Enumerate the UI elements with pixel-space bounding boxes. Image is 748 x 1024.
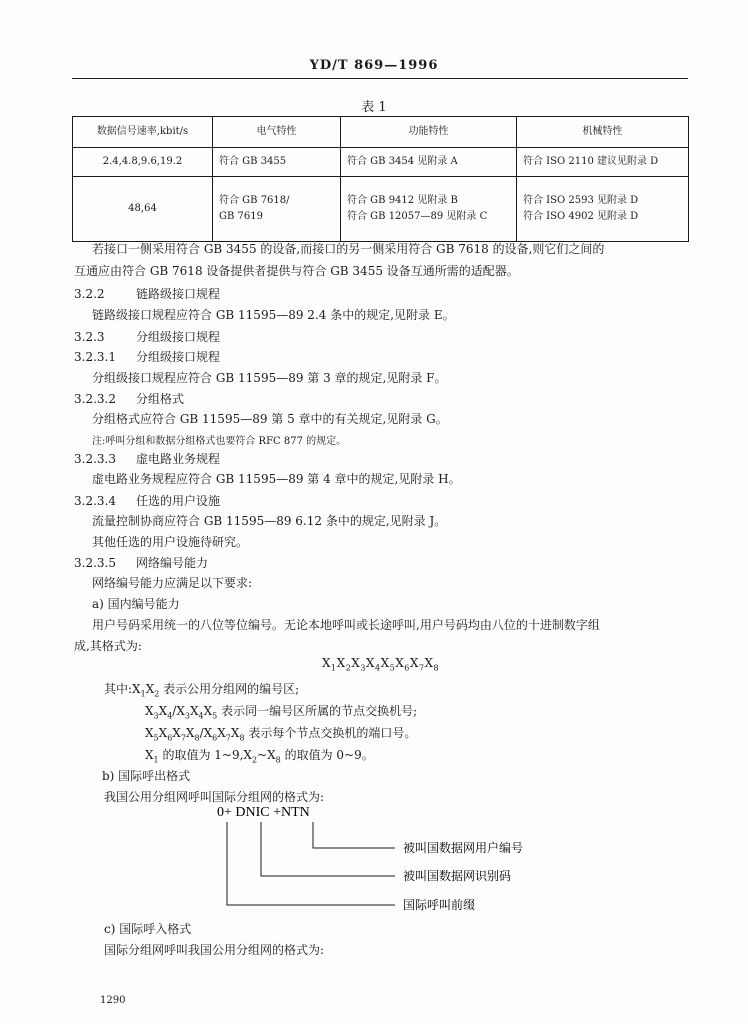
paragraph-line: 虚电路业务规程应符合 GB 11595—89 第 4 章中的规定,见附录 H。	[92, 472, 461, 486]
spec-table	[72, 116, 689, 242]
diagram-ntn-leader	[313, 822, 395, 848]
section-title: 分组级接口规程	[136, 350, 221, 364]
cell-line: 符合 GB 7618/	[219, 195, 290, 206]
cell-line: 符合 ISO 4902 见附录 D	[523, 211, 639, 222]
diagram-ntn-label: 被叫国数据网用户编号	[403, 841, 524, 855]
diagram-prefix-leader	[227, 822, 395, 905]
table-header-cell: 电气特性	[213, 117, 341, 148]
section-heading-3-2-3-2	[74, 390, 184, 407]
section-number: 3.2.2	[74, 287, 105, 301]
table-cell-mechanical: 符合 ISO 2110 建议见附录 D	[517, 148, 689, 177]
diagram-dnic-leader	[261, 822, 395, 876]
diagram-format-label: 0+ DNIC +NTN	[217, 805, 310, 820]
section-title: 链路级接口规程	[136, 287, 221, 301]
table-cell-electrical: 符合 GB 3455	[213, 148, 341, 177]
paragraph-line: 我国公用分组网呼叫国际分组网的格式为:	[104, 790, 325, 804]
paragraph-line: 互通应由符合 GB 7618 设备提供者提供与符合 GB 3455 设备互通所需的适配器。	[74, 264, 519, 278]
table-cell-rate: 48,64	[73, 177, 213, 242]
section-title: 虚电路业务规程	[136, 452, 221, 466]
where-line: 其中$:X_1X_2$ 表示公用分组网的编号区;	[104, 682, 300, 699]
table-cell-mechanical	[517, 177, 689, 242]
section-heading-3-2-3-5	[74, 554, 208, 571]
cell-line: 符合 GB 12057—89 见附录 C	[347, 211, 488, 222]
paragraph-line: 若接口一侧采用符合 GB 3455 的设备,而接口的另一侧采用符合 GB 7618 的设备,则它们之间的	[92, 242, 605, 256]
diagram-prefix-label: 国际呼叫前缀	[403, 898, 476, 912]
where-line: $X_1$ 的取值为 $1\sim 9,X_2\sim X_8$ 的取值为 0~9。	[145, 748, 374, 765]
list-item-c: c) 国际呼入格式	[104, 922, 192, 936]
section-number: 3.2.3.1	[74, 350, 116, 364]
paragraph-line: 成,其格式为:	[74, 639, 142, 653]
table-header-cell: 数据信号速率,kbit/s	[73, 117, 213, 148]
section-title: 分组级接口规程	[136, 330, 221, 344]
paragraph-line: 分组级接口规程应符合 GB 11595—89 第 3 章的规定,见附录 F。	[92, 371, 447, 385]
section-heading-3-2-2	[74, 285, 220, 302]
number-format-formula: $X_1X_2X_3X_4X_5X_6X_7X_8$	[322, 656, 440, 673]
section-heading-3-2-3	[74, 328, 220, 345]
table-cell-electrical	[213, 177, 341, 242]
paragraph-line: 用户号码采用统一的八位等位编号。无论本地呼叫或长途呼叫,用户号码均由八位的十进制数字组	[92, 618, 600, 632]
table-cell-functional	[341, 177, 517, 242]
list-item-b: b) 国际呼出格式	[102, 769, 191, 783]
cell-line: GB 7619	[219, 211, 263, 222]
page-number: 1290	[100, 995, 126, 1006]
section-number: 3.2.3.2	[74, 392, 116, 406]
list-item-a: a) 国内编号能力	[92, 597, 180, 611]
paragraph-line: 其他任选的用户设施待研究。	[92, 535, 249, 549]
table-cell-functional: 符合 GB 3454 见附录 A	[341, 148, 517, 177]
section-number: 3.2.3	[74, 330, 105, 344]
diagram-dnic-label: 被叫国数据网识别码	[403, 869, 512, 883]
section-heading-3-2-3-3	[74, 450, 220, 467]
cell-line: 符合 GB 9412 见附录 B	[347, 195, 458, 206]
paragraph-line: 链路级接口规程应符合 GB 11595—89 2.4 条中的规定,见附录 E。	[92, 308, 455, 322]
section-title: 网络编号能力	[136, 556, 209, 570]
note-line: 注:呼叫分组和数据分组格式也要符合 RFC 877 的规定。	[92, 436, 347, 447]
section-heading-3-2-3-4	[74, 492, 220, 509]
table-header-cell: 机械特性	[517, 117, 689, 148]
header-rule	[72, 78, 688, 79]
paragraph-line: 流量控制协商应符合 GB 11595—89 6.12 条中的规定,见附录 J。	[92, 514, 447, 528]
table-caption: 表 1	[361, 100, 387, 115]
table-row	[73, 148, 689, 177]
paragraph-line: 网络编号能力应满足以下要求:	[92, 576, 253, 590]
where-line: $X_3X_4/X_3X_4X_5$ 表示同一编号区所属的节点交换机号;	[145, 704, 418, 721]
table-row	[73, 177, 689, 242]
section-number: 3.2.3.3	[74, 452, 116, 466]
paragraph-line: 国际分组网呼叫我国公用分组网的格式为:	[104, 943, 325, 957]
document-header: YD/T 869—1996	[309, 58, 439, 73]
table-header-row	[73, 117, 689, 148]
section-number: 3.2.3.4	[74, 494, 116, 508]
section-title: 任选的用户设施	[136, 494, 221, 508]
section-heading-3-2-3-1	[74, 348, 220, 365]
table-cell-rate: 2.4,4.8,9.6,19.2	[73, 148, 213, 177]
international-number-format-diagram	[205, 802, 565, 920]
cell-line: 符合 ISO 2593 见附录 D	[523, 195, 639, 206]
section-title: 分组格式	[136, 392, 185, 406]
paragraph-line: 分组格式应符合 GB 11595—89 第 5 章中的有关规定,见附录 G。	[92, 412, 448, 426]
table-header-cell: 功能特性	[341, 117, 517, 148]
section-number: 3.2.3.5	[74, 556, 116, 570]
where-line: $X_5X_6X_7X_8/X_6X_7X_8$ 表示每个节点交换机的端口号。	[145, 726, 417, 743]
